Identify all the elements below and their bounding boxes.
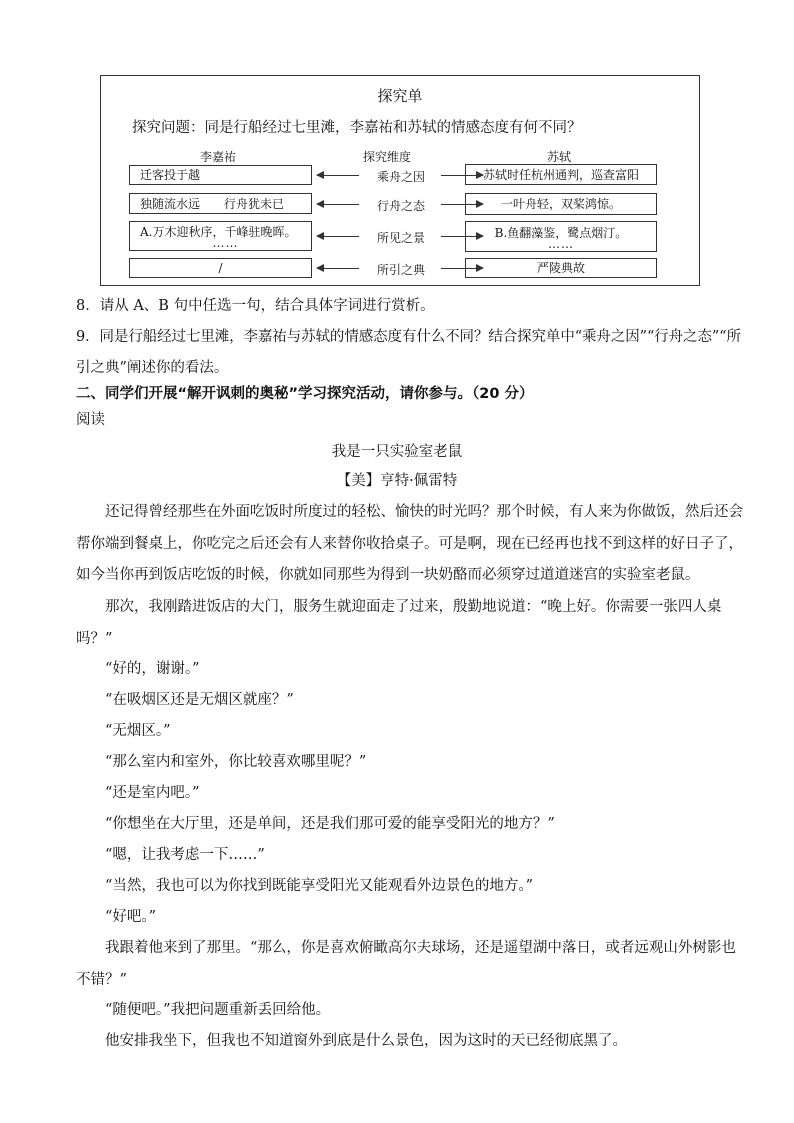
left-arrow: [317, 236, 359, 237]
left-cell-text: 迁客投于越: [140, 168, 201, 182]
right-cell-text: B.鱼翻藻鉴，鹭点烟汀。: [494, 225, 628, 240]
story-paragraph: “那么室内和室外，你比较喜欢哪里呢？”: [105, 754, 367, 770]
middle-column-header: 探究维度: [363, 150, 412, 164]
dimension-scenery: 所见之景: [376, 231, 425, 245]
right-cell-ellipsis: ……: [548, 236, 574, 251]
right-cell-text: 苏轼时任杭州通判，巡查富阳: [482, 167, 639, 182]
left-cell-text: A.万木迎秋序，千峰驻晚晖。: [140, 225, 297, 239]
story-paragraph: “在吸烟区还是无烟区就座？”: [105, 692, 294, 708]
left-cell-ellipsis: ……: [212, 236, 239, 250]
dimension-reason: 乘舟之因: [376, 170, 425, 184]
dimension-manner: 行舟之态: [376, 199, 425, 213]
right-cell-text: 一叶舟轻，双桨鸿惊。: [500, 197, 621, 211]
story-paragraph: 还记得曾经那些在外面吃饭时所度过的轻松、愉快的时光吗？那个时候，有人来为你做饭，然后还会帮你端到餐桌上，你吃完之后还会有人来替你收拾桌子。可是啊，现在已经再也找不到这样的好日子了，如今当你再到饭店吃饭的时候，你就如同那些为得到一块奶酪而必须穿过道道迷宫的实验室老鼠。: [76, 504, 743, 583]
right-cell-manner: [465, 193, 657, 215]
right-cell-text: 严陵典故: [536, 261, 585, 275]
question-9-line-2: 引之典”阐述你的看法。: [76, 360, 229, 376]
read-label: 阅读: [76, 412, 105, 428]
story-paragraph: “当然，我也可以为你找到既能享受阳光又能观看外边景色的地方。”: [105, 878, 534, 894]
story-paragraph: “无烟区。”: [105, 723, 171, 739]
right-column-header: 苏轼: [547, 150, 572, 164]
left-arrow: [317, 268, 359, 269]
worksheet-title: 探究单: [377, 87, 423, 105]
dimension-allusion: 所引之典: [376, 263, 425, 277]
story-paragraph: “嗯，让我考虑一下……”: [105, 847, 265, 863]
story-paragraph: 那次，我刚踏进饭店的大门，服务生就迎面走了过来，殷勤地说道：“晚上好。你需要一张四人桌吗？”: [76, 599, 722, 647]
right-cell-reason: [465, 164, 657, 185]
left-cell-scenery: [129, 221, 312, 251]
right-cell-scenery: [465, 221, 657, 252]
exploration-worksheet: [100, 75, 700, 286]
question-8: 8．请从 A、B 句中任选一句，结合具体字词进行赏析。: [76, 298, 435, 314]
left-cell-reason: [129, 165, 312, 185]
left-cell-text: 独随流水远 行舟犹未已: [140, 196, 285, 211]
left-arrow: [317, 175, 359, 176]
left-arrow: [317, 204, 359, 205]
worksheet-question: 探究问题：同是行船经过七里滩，李嘉祐和苏轼的情感态度有何不同？: [132, 120, 582, 136]
story-paragraph: “好的，谢谢。”: [105, 661, 200, 677]
left-column-header: 李嘉祐: [200, 150, 237, 164]
story-paragraph: “你想坐在大厅里，还是单间，还是我们那可爱的能享受阳光的地方？”: [105, 816, 555, 832]
left-cell-text: /: [218, 261, 223, 275]
story-author: 【美】亨特·佩雷特: [336, 473, 458, 489]
left-cell-manner: [129, 193, 312, 214]
story-paragraph: 他安排我坐下，但我也不知道窗外到底是什么景色，因为这时的天已经彻底黑了。: [105, 1033, 627, 1049]
story-paragraph: “还是室内吧。”: [105, 785, 200, 801]
right-cell-allusion: [465, 258, 657, 278]
section-2-heading: 二、同学们开展“解开讽刺的奥秘”学习探究活动，请你参与。（20 分）: [76, 386, 534, 402]
left-cell-allusion: [129, 258, 312, 278]
story-paragraph: “随便吧。”我把问题重新丢回给他。: [105, 1002, 331, 1018]
question-9-line-1: 9．同是行船经过七里滩，李嘉祐与苏轼的情感态度有什么不同？结合探究单中“乘舟之因”“行舟之态”“所: [76, 329, 741, 345]
story-title: 我是一只实验室老鼠: [331, 444, 463, 460]
story-paragraph: 我跟着他来到了那里。“那么，你是喜欢俯瞰高尔夫球场，还是遥望湖中落日，或者远观山外树影也不错？”: [76, 940, 736, 988]
story-paragraph: “好吧。”: [105, 909, 157, 925]
